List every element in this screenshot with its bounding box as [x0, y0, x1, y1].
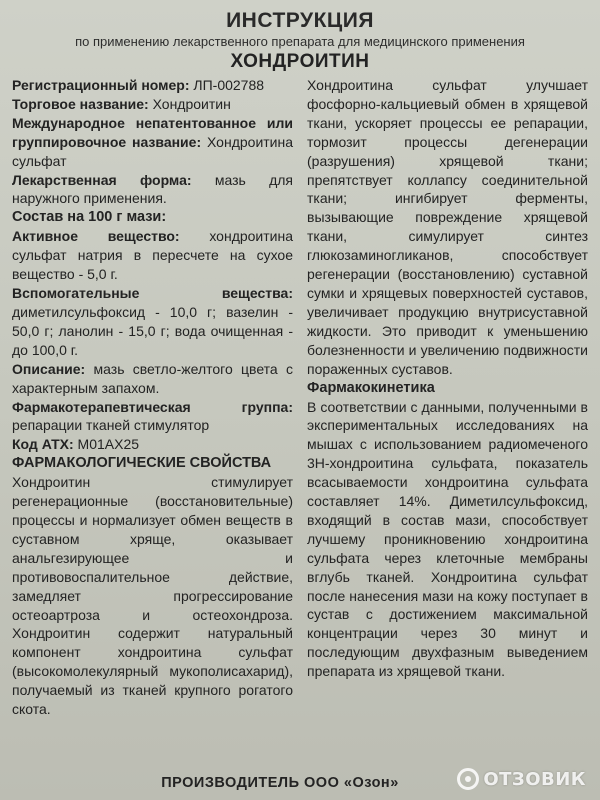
atc-code: [12, 435, 293, 454]
right-column: [307, 76, 588, 719]
registration-label: Регистрационный номер:: [12, 77, 190, 93]
inn-label: Международное непатентованное или группировочное название:: [12, 114, 293, 150]
atc-value: M01AX25: [77, 436, 140, 453]
composition-heading: Состав на 100 г мази:: [12, 209, 167, 226]
pharmacokinetics-heading: Фармакокинетика: [307, 379, 435, 396]
text-columns: [12, 76, 588, 719]
pharmacotherapeutic-group: [12, 398, 293, 436]
document-subtitle: по применению лекарственного препарата для медицинского применения: [75, 34, 525, 49]
dosage-form: [12, 171, 293, 209]
left-column: [12, 76, 293, 719]
description-value: мазь светло-желтого цвета с характерным запахом.: [12, 360, 293, 396]
otzovik-logo-icon: [457, 768, 479, 790]
drug-name: ХОНДРОИТИН: [230, 51, 370, 72]
otzovik-watermark: [457, 768, 586, 790]
pharmacokinetics-text: В соответствии с данными, полученными в экспериментальных исследованиях на мышах с использованием радиомеченого 3Н-хондроитина сульфата, показатель всасываемости хондроитина сульфата составляет 14%. Диметилсульфоксид, входящий в состав мази, способствует лучшему проникновению хондроитина сульфата через клеточные мембраны вглубь тканей. Хондроитина сульфат после нанесения мази на кожу поступает в сустав с достижением максимальной концентрации через 30 минут и последующим двухфазным выведением препарата из хрящевой ткани.: [307, 398, 588, 680]
trade-name-label: Торговое название:: [12, 95, 149, 112]
trade-name-value: Хондроитин: [152, 95, 231, 112]
active-substance: [12, 227, 293, 284]
document-header: [12, 8, 588, 74]
excipients-value: диметилсульфоксид - 10,0 г; вазелин - 50,0 г; ланолин - 15,0 г; вода очищенная - до 100,0 г.: [12, 303, 293, 358]
pharmacological-properties-text: Хондроитин стимулирует регенерационные (восстановительные) процессы и нормализует обмен веществ в суставном хряще, оказывает анальгезирующее и противовоспалительное действие, замедляет прогрессирование остеоартроза и остеохондроза. Хондроитин содержит натуральный компонент хондроитина сульфат (высокомолекулярный мукополисахарид), получаемый из тканей крупного рогатого скота.: [12, 474, 293, 718]
dosage-form-label: Лекарственная форма:: [12, 171, 192, 188]
excipients-label: Вспомогательные вещества:: [12, 285, 293, 302]
active-substance-label: Активное вещество:: [12, 228, 180, 245]
registration-number: [12, 76, 293, 95]
excipients: [12, 284, 293, 360]
watermark-text: ОТЗОВИК: [483, 768, 586, 790]
pharm-group-value: репарации тканей стимулятор: [12, 417, 210, 434]
trade-name: [12, 95, 293, 114]
properties-continued-text: Хондроитина сульфат улучшает фосфорно-кальциевый обмен в хрящевой ткани, ускоряет процессы ее репарации, тормозит процессы дегенерации (разрушения) хрящевой ткани; препятствует коллапсу соединительной ткани; ингибирует ферменты, вызывающие повреждение хрящевой ткани, симулирует синтез глюкозаминогликанов, способствует регенерации (восстановлению) суставной сумки и хрящевых поверхностей суставов, увеличивает продукцию внутрисуставной жидкости. Это приводит к уменьшению болезненности и увеличению подвижности пораженных суставов.: [307, 77, 588, 377]
active-substance-value: хондроитина сульфат натрия в пересчете на сухое вещество - 5,0 г.: [12, 228, 293, 283]
document-title: ИНСТРУКЦИЯ: [226, 9, 374, 32]
atc-label: Код АТХ:: [12, 436, 74, 453]
description-label: Описание:: [12, 360, 86, 377]
pharm-group-label: Фармакотерапевтическая группа:: [12, 398, 293, 415]
description: [12, 360, 293, 398]
inn-value: Хондроитина сульфат: [12, 133, 294, 169]
dosage-form-value: мазь для наружного применения.: [12, 171, 294, 207]
inn-name: [12, 114, 293, 171]
pharmacological-properties-heading: ФАРМАКОЛОГИЧЕСКИЕ СВОЙСТВА: [12, 455, 272, 472]
registration-value: ЛП-002788: [193, 77, 265, 93]
manufacturer: ПРОИЗВОДИТЕЛЬ ООО «Озон»: [161, 775, 399, 791]
